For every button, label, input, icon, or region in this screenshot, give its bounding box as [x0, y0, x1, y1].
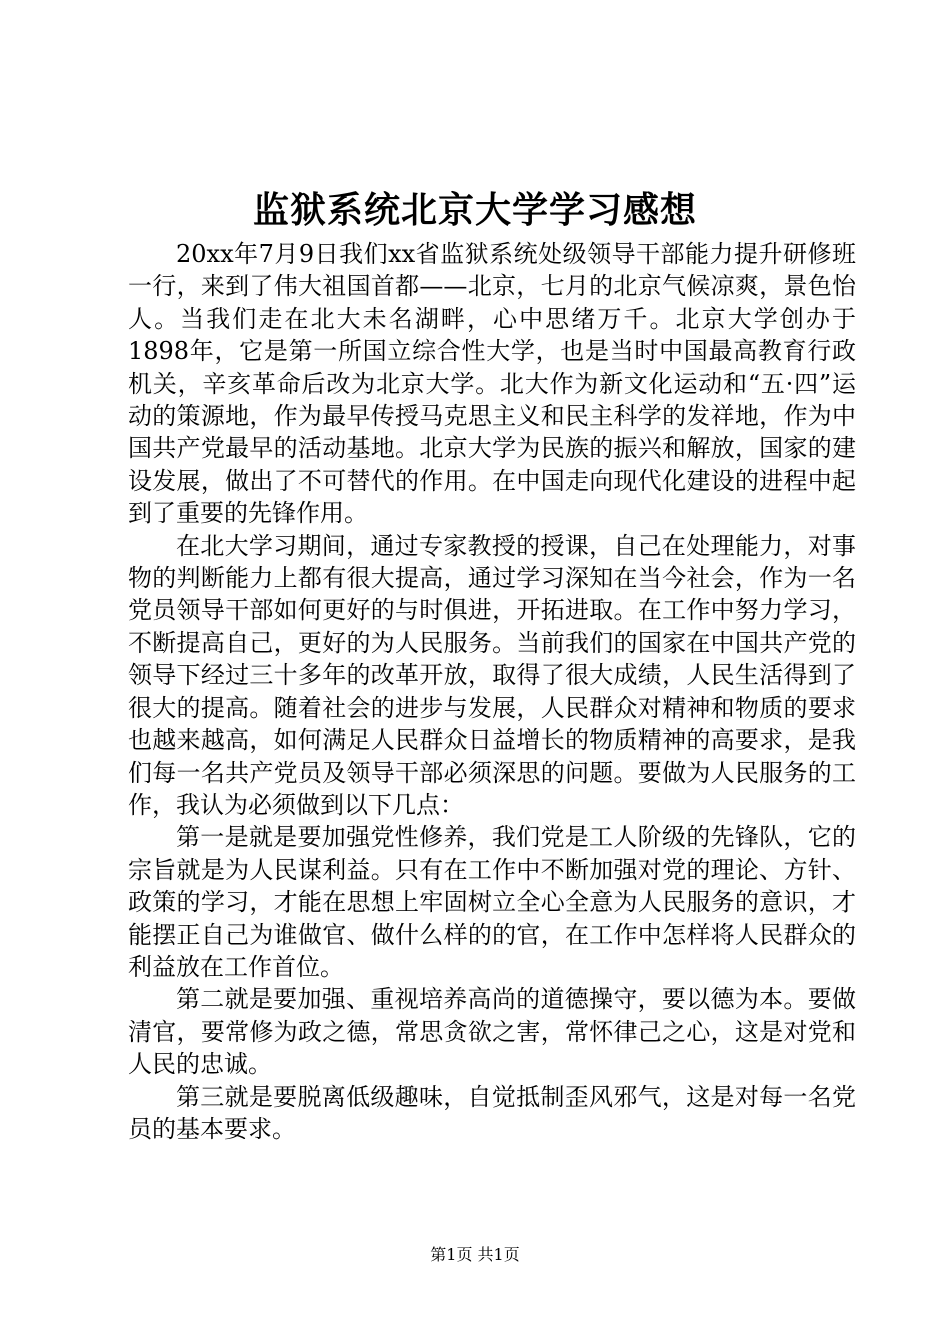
paragraph-1: 20xx年7月9日我们xx省监狱系统处级领导干部能力提升研修班一行，来到了伟大祖国首都——北京，七月的北京气候凉爽，景色怡人。当我们走在北大未名湖畔，心中思绪万千。北京大学创办于1898年，它是第一所国立综合性大学，也是当时中国最高教育行政机关，辛亥革命后改为北京大学。北大作为新文化运动和“五·四”运动的策源地，作为最早传授马克思主义和民主科学的发祥地，作为中国共产党最早的活动基地。北京大学为民族的振兴和解放，国家的建设发展，做出了不可替代的作用。在中国走向现代化建设的进程中起到了重要的先锋作用。: [128, 240, 856, 528]
paragraph-2: 在北大学习期间，通过专家教授的授课，自己在处理能力，对事物的判断能力上都有很大提高，通过学习深知在当今社会，作为一名党员领导干部如何更好的与时俱进，开拓进取。在工作中努力学习，不断提高自己，更好的为人民服务。当前我们的国家在中国共产党的领导下经过三十多年的改革开放，取得了很大成绩，人民生活得到了很大的提高。随着社会的进步与发展，人民群众对精神和物质的要求也越来越高，如何满足人民群众日益增长的物质精神的高要求，是我们每一名共产党员及领导干部必须深思的问题。要做为人民服务的工作，我认为必须做到以下几点：: [128, 531, 856, 819]
page-number-footer: 第1页 共1页: [430, 1245, 520, 1264]
paragraph-3: 第一是就是要加强党性修养，我们党是工人阶级的先锋队，它的宗旨就是为人民谋利益。只有在工作中不断加强对党的理论、方针、政策的学习，才能在思想上牢固树立全心全意为人民服务的意识，才能摆正自己为谁做官、做什么样的的官，在工作中怎样将人民群众的利益放在工作首位。: [128, 823, 856, 981]
paragraph-5: 第三就是要脱离低级趣味，自觉抵制歪风邪气，这是对每一名党员的基本要求。: [128, 1082, 856, 1143]
document-title: 监狱系统北京大学学习感想: [252, 189, 697, 231]
paragraph-4: 第二就是要加强、重视培养高尚的道德操守，要以德为本。要做清官，要常修为政之德，常思贪欲之害，常怀律己之心，这是对党和人民的忠诚。: [128, 985, 856, 1079]
document-body: [128, 238, 856, 1145]
